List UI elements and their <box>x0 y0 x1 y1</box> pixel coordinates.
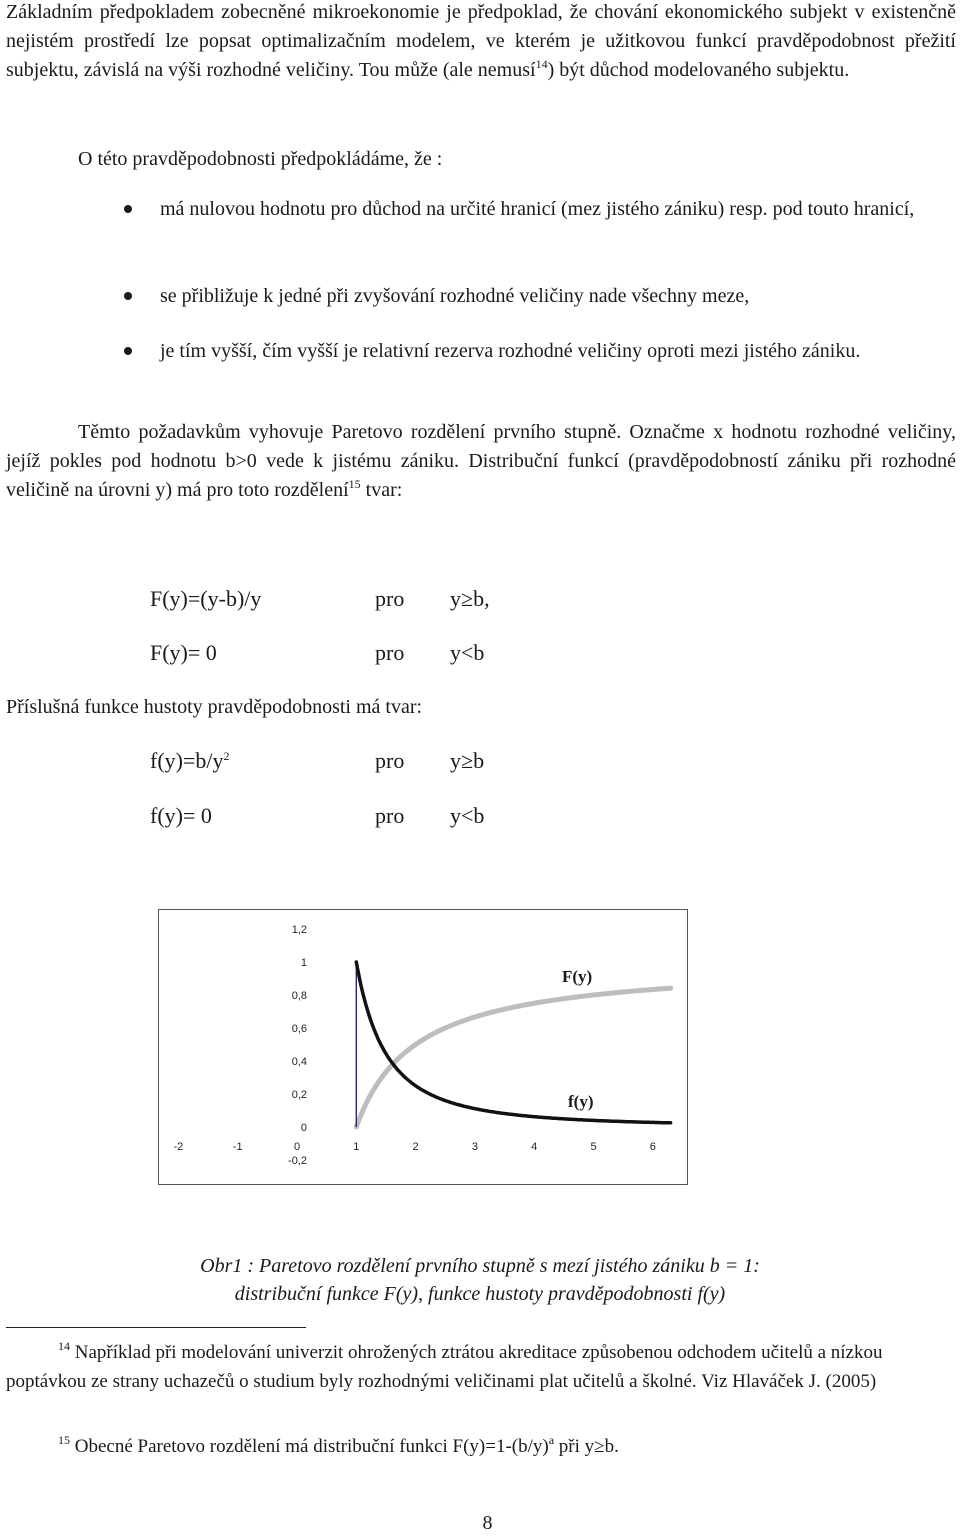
x-tick-label: 2 <box>412 1141 419 1153</box>
y-tick-label: 1,2 <box>291 924 307 936</box>
bullet-icon <box>124 205 132 213</box>
footnote: $^{14}$ Například při modelování univerzit ohrožených ztrátou akreditace způsobenou odchodem učitelů a nízkou poptávkou ze strany uchazečů o studium byly rozhodnými veličinami plat učitelů a školné. Viz Hlaváček J. (2005) <box>6 1339 883 1392</box>
formula-f-cond: y≥b <box>450 748 485 773</box>
formula-F-cond: y<b <box>450 640 485 665</box>
x-tick-label: 0 <box>293 1141 301 1153</box>
assumption-lead: O této pravděpodobnosti předpokládáme, že : <box>78 148 443 170</box>
x-tick-label: 3 <box>471 1141 478 1153</box>
y-tick-label: 0,8 <box>291 990 307 1002</box>
footnote: $^{15}$ Obecné Paretovo rozdělení má distribuční funkci $F(y)=1-(b/y)^a$ při y≥b. <box>58 1433 619 1457</box>
x-tick-label: -2 <box>173 1141 184 1153</box>
formula-f-cond: y<b <box>450 803 485 828</box>
figure-caption: Obr1 : Paretovo rozdělení prvního stupně s mezí jistého zániku b = 1: <box>200 1255 760 1277</box>
footnote-divider <box>6 1327 306 1328</box>
y-tick-label: 0 <box>300 1122 307 1134</box>
formula-f-left: f(y)= 0 <box>150 803 212 828</box>
density-lead: Příslušná funkce hustoty pravděpodobnosti má tvar: <box>6 696 423 718</box>
x-tick-label: 4 <box>531 1141 538 1153</box>
bullet-icon <box>124 292 132 300</box>
x-tick-label: 6 <box>649 1141 656 1153</box>
page-number: 8 <box>482 1512 493 1534</box>
y-tick-label: 0,6 <box>291 1023 307 1035</box>
formula-F-left: F(y)=(y-b)/y <box>150 586 262 611</box>
formula-f-left: $f(y)=b/y^2$ <box>150 748 230 773</box>
pareto-chart <box>158 909 688 1185</box>
pareto-chart-svg <box>159 910 687 1184</box>
pareto-paragraph: Těmto požadavkům vyhovuje Paretovo rozdělení prvního stupně. Označme x hodnotu rozhodné veličiny, jejíž pokles pod hodnotu b>0 vede k jistému zániku. Distribuční funkcí (pravděpodobností zániku při rozhodné veličině na úrovni y) má pro toto rozdělení$^{15}$ tvar: <box>6 421 956 501</box>
figure-caption: distribuční funkce F(y), funkce hustoty pravděpodobnosti f(y) <box>234 1283 726 1305</box>
y-tick-label: 0,2 <box>291 1089 307 1101</box>
y-tick-label: 1 <box>300 957 307 969</box>
f-curve <box>356 962 670 1123</box>
y-tick-label: -0,2 <box>288 1155 307 1167</box>
x-tick-label: 5 <box>590 1141 597 1153</box>
x-tick-label: -1 <box>232 1141 243 1153</box>
formula-f-pro: pro <box>375 748 405 773</box>
x-tick-label: 1 <box>353 1141 360 1153</box>
formula-F-pro: pro <box>375 586 405 611</box>
formula-F-cond: y≥b, <box>450 586 490 611</box>
formula-f-pro: pro <box>375 803 405 828</box>
legend-F-label: F(y) <box>562 967 593 986</box>
y-tick-label: 0,4 <box>291 1056 307 1068</box>
intro-paragraph: Základním předpokladem zobecněné mikroekonomie je předpoklad, že chování ekonomického subjekt v existenčně nejistém prostředí lze popsat optimalizačním modelem, ve kterém je užitkovou funkcí pravděpodobnost přežití subjektu, závislá na výši rozhodné veličiny. Tou může (ale nemusí$^{14}$) být důchod modelovaného subjektu. <box>6 1 956 81</box>
bullet-icon <box>124 347 132 355</box>
formula-F-left: F(y)= 0 <box>150 640 217 665</box>
F-curve <box>356 988 670 1127</box>
formula-F-pro: pro <box>375 640 405 665</box>
legend-f-label: f(y) <box>568 1092 594 1111</box>
